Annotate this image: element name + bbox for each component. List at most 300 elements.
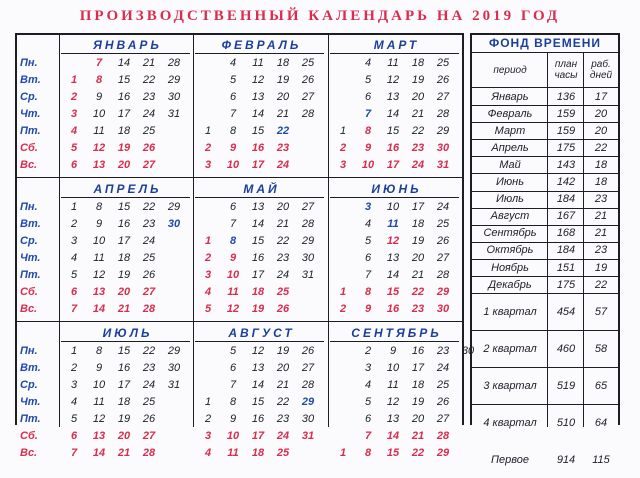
calendar-day: 4: [364, 218, 372, 230]
calendar-day: 30: [167, 91, 181, 103]
calendar-day: 25: [142, 252, 156, 264]
calendar-day: 13: [251, 362, 265, 374]
calendar-day: 3: [70, 108, 78, 120]
calendar-title: ПРОИЗВОДСТВЕННЫЙ КАЛЕНДАРЬ НА 2019 ГОД: [79, 8, 561, 24]
fund-hours: 454: [556, 305, 576, 318]
calendar-day: 6: [229, 362, 237, 374]
calendar-day: 28: [301, 108, 315, 120]
calendar-day: 16: [251, 252, 265, 264]
fund-days: 57: [594, 305, 608, 318]
calendar-day: 8: [95, 345, 103, 357]
calendar-day: 5: [364, 235, 372, 247]
calendar-day: 29: [301, 235, 315, 247]
calendar-day: 25: [276, 286, 290, 298]
calendar-day: 22: [276, 125, 290, 137]
calendar-day: 24: [276, 430, 290, 442]
calendar-day: 27: [142, 430, 156, 442]
calendar-day: 8: [364, 125, 372, 137]
calendar-day: 21: [276, 108, 290, 120]
calendar-day: 15: [117, 345, 131, 357]
calendar-day: 7: [229, 108, 237, 120]
fund-hours: 151: [556, 261, 576, 274]
calendar-day: 30: [301, 252, 315, 264]
calendar-day: 24: [142, 235, 156, 247]
calendar-day: 16: [117, 91, 131, 103]
calendar-day: 18: [251, 286, 265, 298]
calendar-day: 12: [92, 413, 106, 425]
calendar-day: 7: [364, 430, 372, 442]
calendar-day: 29: [301, 396, 315, 408]
calendar-day: 29: [167, 201, 181, 213]
month-header-underline: [195, 53, 324, 54]
weekday-label: Пн.: [20, 201, 38, 213]
calendar-day: 6: [70, 286, 78, 298]
calendar-day: 18: [411, 379, 425, 391]
calendar-day: 6: [70, 430, 78, 442]
calendar-day: 8: [95, 74, 103, 86]
calendar-day: 11: [387, 57, 399, 69]
fund-period: Ноябрь: [491, 261, 529, 274]
calendar-day: 27: [436, 413, 450, 425]
calendar-day: 18: [411, 57, 425, 69]
month-name: ЯНВАРЬ: [93, 38, 162, 52]
calendar-day: 30: [436, 142, 450, 154]
fund-hours: 184: [556, 193, 576, 206]
calendar-day: 14: [386, 430, 400, 442]
weekday-label: Ср.: [20, 91, 38, 103]
calendar-day: 26: [142, 269, 156, 281]
calendar-day: 10: [386, 201, 400, 213]
calendar-day: 30: [436, 303, 450, 315]
calendar-day: 12: [386, 396, 400, 408]
calendar-day: 18: [117, 252, 131, 264]
weekday-label: Сб.: [20, 430, 38, 442]
calendar-day: 29: [167, 74, 181, 86]
calendar-day: 9: [229, 142, 237, 154]
calendar-day: 6: [364, 91, 372, 103]
calendar-day: 16: [251, 142, 265, 154]
month-header-underline: [330, 197, 459, 198]
calendar-day: 16: [117, 362, 131, 374]
calendar-day: 20: [276, 201, 290, 213]
calendar-day: 20: [117, 286, 131, 298]
month-name: АВГУСТ: [228, 326, 295, 340]
quarter-divider: [17, 177, 462, 178]
calendar-day: 30: [461, 345, 475, 357]
calendar-day: 3: [70, 235, 78, 247]
fund-hours: 159: [556, 107, 576, 120]
calendar-day: 17: [117, 379, 131, 391]
calendar-day: 17: [251, 159, 265, 171]
weekday-label: Вт.: [20, 218, 41, 230]
calendar-day: 4: [70, 252, 78, 264]
fund-period: Июль: [496, 193, 524, 206]
month-header-underline: [195, 341, 324, 342]
calendar-day: 6: [70, 159, 78, 171]
calendar-day: 1: [204, 125, 212, 137]
calendar-day: 1: [204, 396, 212, 408]
calendar-day: 15: [251, 125, 265, 137]
calendar-day: 27: [142, 159, 156, 171]
calendar-day: 12: [251, 74, 265, 86]
weekday-label: Вт.: [20, 74, 41, 86]
calendar-day: 6: [364, 413, 372, 425]
calendar-day: 22: [142, 345, 156, 357]
calendar-day: 26: [276, 303, 290, 315]
calendar-day: 9: [364, 303, 372, 315]
month-divider-vertical: [328, 35, 329, 427]
calendar-day: 21: [411, 430, 425, 442]
calendar-day: 14: [251, 379, 265, 391]
calendar-day: 8: [364, 447, 372, 459]
calendar-day: 22: [411, 447, 425, 459]
fund-period: Первое: [491, 453, 529, 466]
calendar-day: 29: [436, 125, 450, 137]
calendar-day: 7: [95, 57, 103, 69]
fund-days: 21: [594, 227, 608, 240]
fund-hours: 914: [556, 453, 576, 466]
calendar-day: 4: [70, 396, 78, 408]
fund-period: 2 квартал: [483, 342, 537, 355]
calendar-day: 1: [70, 74, 78, 86]
calendar-day: 15: [251, 235, 265, 247]
calendar-day: 29: [436, 447, 450, 459]
calendar-day: 8: [364, 286, 372, 298]
calendar-day: 26: [301, 345, 315, 357]
calendar-day: 26: [436, 235, 450, 247]
calendar-day: 1: [204, 235, 212, 247]
fund-hours: 143: [556, 158, 576, 171]
calendar-day: 18: [251, 447, 265, 459]
calendar-day: 24: [276, 269, 290, 281]
calendar-day: 5: [70, 142, 78, 154]
calendar-day: 18: [117, 125, 131, 137]
calendar-day: 19: [251, 303, 265, 315]
fund-period: Январь: [491, 90, 529, 103]
month-header-underline: [330, 53, 459, 54]
calendar-day: 7: [70, 303, 78, 315]
calendar-day: 22: [276, 396, 290, 408]
calendar-day: 28: [142, 303, 156, 315]
calendar-day: 26: [436, 396, 450, 408]
fund-days: 17: [594, 90, 608, 103]
fund-days: 18: [594, 176, 608, 189]
weekday-column-divider: [59, 35, 60, 427]
fund-days: 21: [594, 210, 608, 223]
calendar-day: 25: [436, 218, 450, 230]
fund-days: 20: [594, 124, 608, 137]
calendar-day: 16: [386, 142, 400, 154]
calendar-day: 2: [339, 142, 347, 154]
calendar-day: 10: [92, 108, 106, 120]
calendar-day: 7: [229, 218, 237, 230]
calendar-day: 27: [436, 252, 450, 264]
calendar-day: 12: [92, 269, 106, 281]
calendar-day: 13: [92, 159, 106, 171]
calendar-day: 31: [301, 430, 315, 442]
fund-period: Декабрь: [488, 278, 532, 291]
calendar-day: 12: [386, 74, 400, 86]
weekday-label: Вс.: [20, 447, 38, 459]
calendar-day: 25: [436, 57, 450, 69]
calendar-day: 11: [387, 218, 399, 230]
calendar-day: 11: [252, 57, 264, 69]
calendar-day: 11: [227, 447, 239, 459]
calendar-day: 13: [386, 252, 400, 264]
month-header-underline: [61, 53, 190, 54]
calendar-day: 28: [436, 269, 450, 281]
calendar-day: 10: [226, 430, 240, 442]
calendar-day: 18: [411, 218, 425, 230]
calendar-day: 13: [251, 201, 265, 213]
calendar-day: 29: [436, 286, 450, 298]
calendar-day: 3: [364, 201, 372, 213]
weekday-label: Чт.: [20, 108, 41, 120]
calendar-day: 15: [251, 396, 265, 408]
calendar-day: 7: [229, 379, 237, 391]
calendar-day: 2: [364, 345, 372, 357]
fund-hours: 510: [556, 416, 576, 429]
calendar-day: 19: [117, 413, 131, 425]
calendar-day: 12: [251, 345, 265, 357]
month-name: АПРЕЛЬ: [93, 182, 162, 196]
fund-hours: 519: [556, 379, 576, 392]
calendar-day: 3: [364, 362, 372, 374]
calendar-day: 16: [386, 303, 400, 315]
calendar-day: 2: [70, 362, 78, 374]
calendar-day: 5: [229, 74, 237, 86]
calendar-day: 7: [364, 269, 372, 281]
calendar-day: 14: [386, 269, 400, 281]
calendar-day: 13: [386, 413, 400, 425]
calendar-day: 19: [117, 142, 131, 154]
fund-period: 3 квартал: [483, 379, 537, 392]
calendar-day: 9: [229, 252, 237, 264]
month-name: СЕНТЯБРЬ: [351, 326, 442, 340]
calendar-day: 23: [142, 362, 156, 374]
calendar-day: 14: [117, 57, 131, 69]
fund-days: 65: [594, 379, 608, 392]
calendar-day: 28: [301, 379, 315, 391]
time-fund-title: ФОНД ВРЕМЕНИ: [472, 35, 618, 53]
calendar-day: 11: [93, 396, 105, 408]
calendar-day: 31: [436, 159, 450, 171]
calendar-day: 17: [411, 362, 425, 374]
calendar-day: 4: [364, 379, 372, 391]
calendar-day: 13: [386, 91, 400, 103]
calendar-day: 10: [92, 379, 106, 391]
weekday-label: Сб.: [20, 142, 38, 154]
month-header-underline: [330, 341, 459, 342]
calendar-day: 4: [70, 125, 78, 137]
calendar-day: 16: [251, 413, 265, 425]
calendar-day: 23: [142, 91, 156, 103]
fund-days: 20: [594, 107, 608, 120]
calendar-day: 10: [92, 235, 106, 247]
calendar-day: 18: [117, 396, 131, 408]
calendar-day: 21: [117, 303, 131, 315]
calendar-day: 5: [70, 413, 78, 425]
calendar-day: 25: [142, 396, 156, 408]
fund-period: 4 квартал: [483, 416, 537, 429]
calendar-day: 22: [276, 235, 290, 247]
calendar-day: 23: [142, 218, 156, 230]
calendar-day: 5: [364, 74, 372, 86]
fund-hours: 136: [556, 90, 576, 103]
fund-days: 23: [594, 244, 608, 257]
calendar-day: 25: [436, 379, 450, 391]
calendar-day: 21: [276, 379, 290, 391]
calendar-day: 20: [411, 252, 425, 264]
weekday-label: Пт.: [20, 269, 41, 281]
fund-hours: 175: [556, 141, 576, 154]
calendar-day: 15: [386, 286, 400, 298]
calendar-day: 1: [70, 201, 78, 213]
weekday-label: Вт.: [20, 362, 41, 374]
fund-header-period: период: [493, 64, 527, 76]
calendar-day: 11: [387, 379, 399, 391]
calendar-day: 18: [276, 57, 290, 69]
calendar-day: 21: [411, 108, 425, 120]
calendar-day: 8: [95, 201, 103, 213]
calendar-day: 20: [411, 413, 425, 425]
weekday-label: Вс.: [20, 159, 38, 171]
calendar-day: 12: [92, 142, 106, 154]
calendar-day: 13: [92, 430, 106, 442]
calendar-day: 9: [364, 142, 372, 154]
calendar-day: 14: [386, 108, 400, 120]
calendar-day: 3: [70, 379, 78, 391]
weekday-label: Вс.: [20, 303, 38, 315]
fund-period: 1 квартал: [483, 305, 537, 318]
calendar-day: 17: [386, 159, 400, 171]
month-name: ИЮЛЬ: [102, 326, 153, 340]
calendar-day: 27: [301, 362, 315, 374]
fund-period: Июнь: [496, 176, 524, 189]
calendar-day: 31: [167, 379, 181, 391]
calendar-day: 23: [276, 252, 290, 264]
calendar-day: 14: [251, 108, 265, 120]
weekday-label: Ср.: [20, 379, 38, 391]
fund-hours: 159: [556, 124, 576, 137]
calendar-day: 17: [251, 430, 265, 442]
fund-days: 115: [592, 453, 610, 466]
calendar-day: 14: [92, 447, 106, 459]
calendar-day: 22: [142, 201, 156, 213]
calendar-day: 28: [436, 108, 450, 120]
calendar-day: 1: [339, 447, 347, 459]
calendar-day: 20: [117, 430, 131, 442]
calendar-day: 1: [339, 286, 347, 298]
month-name: ФЕВРАЛЬ: [221, 38, 302, 52]
calendar-day: 30: [301, 413, 315, 425]
calendar-day: 5: [364, 396, 372, 408]
month-header-underline: [61, 197, 190, 198]
calendar-day: 9: [229, 413, 237, 425]
calendar-day: 16: [411, 345, 425, 357]
calendar-day: 4: [204, 286, 212, 298]
calendar-day: 15: [117, 201, 131, 213]
calendar-day: 9: [95, 362, 103, 374]
calendar-day: 23: [411, 303, 425, 315]
calendar-day: 12: [386, 235, 400, 247]
calendar-day: 19: [117, 269, 131, 281]
calendar-day: 5: [204, 303, 212, 315]
month-divider-vertical: [193, 35, 194, 427]
calendar-day: 20: [276, 362, 290, 374]
calendar-day: 13: [251, 91, 265, 103]
calendar-day: 24: [436, 201, 450, 213]
fund-days: 18: [594, 158, 608, 171]
calendar-day: 8: [229, 235, 237, 247]
calendar-day: 25: [142, 125, 156, 137]
calendar-day: 19: [411, 235, 425, 247]
calendar-day: 2: [70, 91, 78, 103]
fund-hours: 184: [556, 244, 576, 257]
calendar-day: 2: [70, 218, 78, 230]
calendar-day: 16: [117, 218, 131, 230]
weekday-label: Пн.: [20, 57, 38, 69]
fund-hours: 175: [556, 278, 576, 291]
calendar-day: 28: [167, 57, 181, 69]
weekday-label: Пн.: [20, 345, 38, 357]
calendar-day: 3: [204, 269, 212, 281]
calendar-day: 9: [389, 345, 397, 357]
calendar-day: 10: [361, 159, 375, 171]
calendar-day: 7: [364, 108, 372, 120]
calendar-day: 24: [276, 159, 290, 171]
weekday-label: Пт.: [20, 125, 41, 137]
calendar-day: 20: [117, 159, 131, 171]
calendar-day: 15: [386, 125, 400, 137]
fund-period: Март: [494, 124, 526, 137]
calendar-day: 24: [142, 379, 156, 391]
calendar-day: 4: [229, 57, 237, 69]
calendar-day: 8: [229, 396, 237, 408]
calendar-day: 26: [142, 413, 156, 425]
calendar-day: 10: [386, 362, 400, 374]
calendar-day: 21: [142, 57, 156, 69]
calendar-day: 8: [229, 125, 237, 137]
calendar-day: 3: [339, 159, 347, 171]
calendar-day: 23: [411, 142, 425, 154]
calendar-day: 21: [117, 447, 131, 459]
calendar-day: 1: [339, 125, 347, 137]
calendar-day: 19: [276, 74, 290, 86]
calendar-day: 15: [117, 74, 131, 86]
fund-days: 22: [594, 141, 608, 154]
fund-days: 22: [594, 278, 608, 291]
calendar-day: 3: [204, 159, 212, 171]
calendar-day: 4: [364, 57, 372, 69]
calendar-day: 22: [411, 286, 425, 298]
calendar-day: 29: [167, 345, 181, 357]
calendar-day: 1: [70, 345, 78, 357]
calendar-day: 15: [386, 447, 400, 459]
calendar-day: 4: [204, 447, 212, 459]
fund-period: Октябрь: [486, 244, 534, 257]
fund-period: Апрель: [491, 141, 529, 154]
fund-days: 58: [594, 342, 608, 355]
calendar-day: 25: [276, 447, 290, 459]
fund-days: 64: [594, 416, 608, 429]
calendar-day: 19: [411, 74, 425, 86]
fund-period: Сентябрь: [483, 227, 537, 240]
fund-header-hours: план часы: [554, 59, 578, 81]
quarter-divider: [17, 321, 462, 322]
calendar-day: 2: [204, 252, 212, 264]
calendar-day: 6: [229, 201, 237, 213]
